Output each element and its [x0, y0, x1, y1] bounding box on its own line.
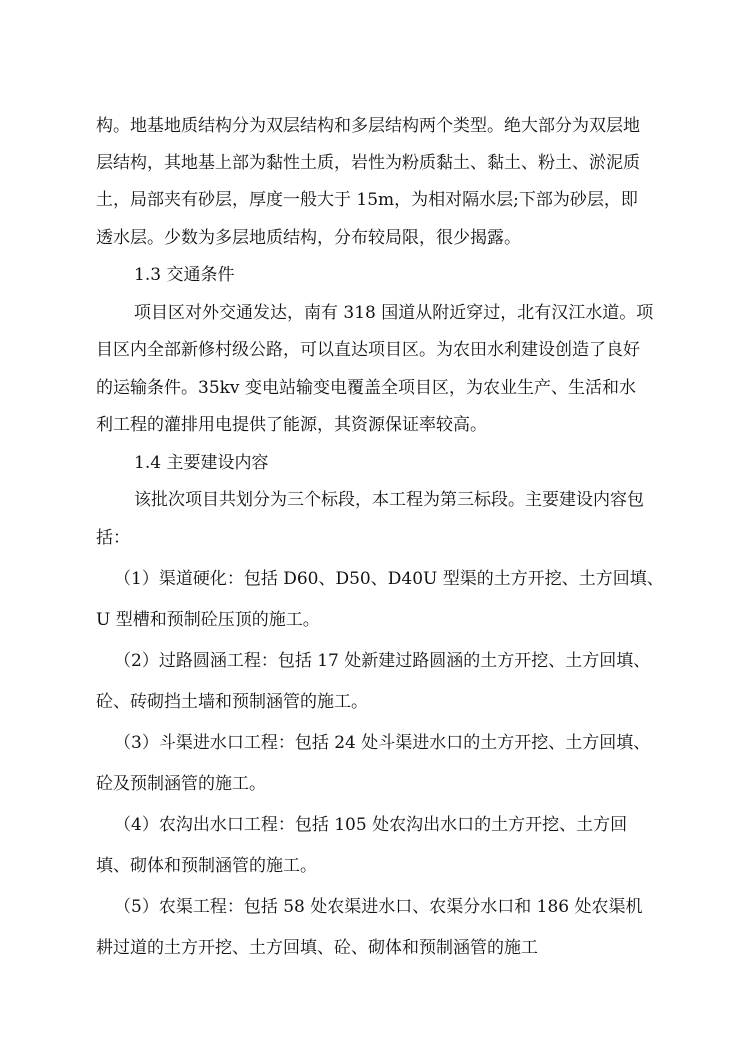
text-line: U 型槽和预制砼压顶的施工。: [96, 610, 320, 630]
text-line: （1）渠道硬化：包括 D60、D50、D40U 型渠的土方开挖、土方回填、: [114, 569, 664, 589]
text-line: 砼、砖砌挡土墙和预制涵管的施工。: [96, 692, 368, 712]
text-line: 目区内全部新修村级公路，可以直达项目区。为农田水利建设创造了良好: [96, 340, 640, 360]
text-line: 项目区对外交通发达，南有 318 国道从附近穿过，北有汉江水道。项: [134, 303, 654, 323]
text-line: 的运输条件。35kv 变电站输变电覆盖全项目区，为农业生产、生活和水: [96, 378, 636, 398]
text-line: 括：: [96, 528, 130, 548]
text-line: （3）斗渠进水口工程：包括 24 处斗渠进水口的土方开挖、土方回填、: [114, 733, 651, 753]
text-line: 土，局部夹有砂层，厚度一般大于 15m，为相对隔水层;下部为砂层，即: [96, 190, 638, 210]
text-line: 填、砌体和预制涵管的施工。: [96, 856, 317, 876]
text-line: （4）农沟出水口工程：包括 105 处农沟出水口的土方开挖、土方回: [114, 815, 628, 835]
text-line: （2）过路圆涵工程：包括 17 处新建过路圆涵的土方开挖、土方回填、: [114, 651, 651, 671]
section-heading: 1.4 主要建设内容: [134, 453, 269, 473]
section-heading: 1.3 交通条件: [134, 265, 235, 285]
text-line: 透水层。少数为多层地质结构，分布较局限，很少揭露。: [96, 228, 521, 248]
text-line: 该批次项目共划分为三个标段，本工程为第三标段。主要建设内容包: [134, 490, 644, 510]
text-line: 构。地基地质结构分为双层结构和多层结构两个类型。绝大部分为双层地: [96, 116, 640, 136]
text-line: 层结构，其地基上部为黏性土质，岩性为粉质黏土、黏土、粉土、淤泥质: [96, 153, 640, 173]
text-line: 砼及预制涵管的施工。: [96, 774, 266, 794]
text-line: 耕过道的土方开挖、土方回填、砼、砌体和预制涵管的施工: [96, 938, 538, 958]
text-line: 利工程的灌排用电提供了能源，其资源保证率较高。: [96, 415, 487, 435]
text-line: （5）农渠工程：包括 58 处农渠进水口、农渠分水口和 186 处农渠机: [114, 897, 643, 917]
